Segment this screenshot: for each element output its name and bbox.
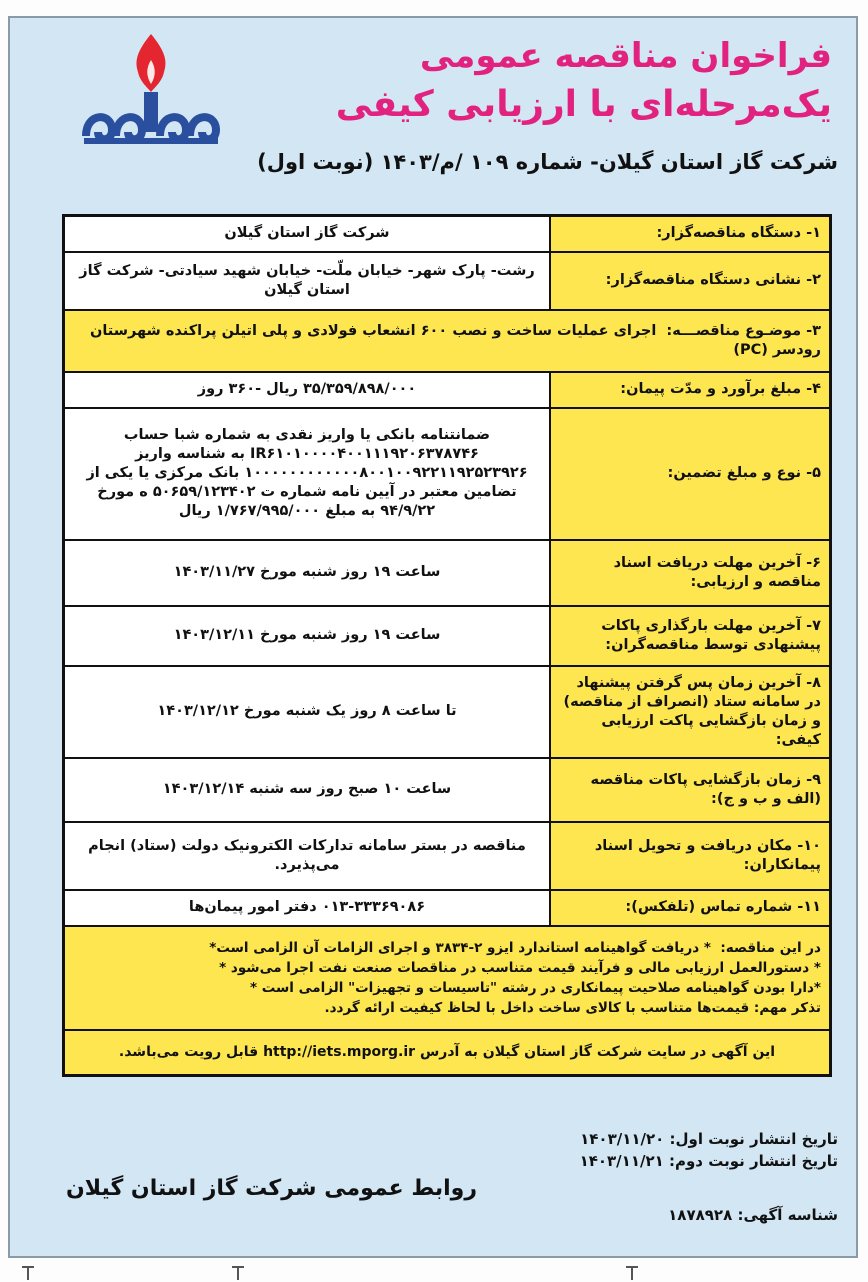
row-label: ۱- دستگاه مناقصه‌گزار: (550, 216, 831, 252)
row-value: تا ساعت ۸ روز یک شنبه مورخ ۱۴۰۳/۱۲/۱۲ (64, 666, 551, 758)
row-value: شرکت گاز استان گیلان (64, 216, 551, 252)
notice-subtitle: یک‌مرحله‌ای با ارزیابی کیفی (335, 84, 832, 125)
row-value: ساعت ۱۹ روز شنبه مورخ ۱۴۰۳/۱۲/۱۱ (64, 606, 551, 666)
publish-date-first: تاریخ انتشار نوبت اول: ۱۴۰۳/۱۱/۲۰ (580, 1130, 838, 1148)
subject-label: ۳- موضـوع مناقصـــه: (666, 322, 821, 339)
row-label: ۸- آخرین زمان پس گرفتن پیشنهاد در سامانه ستاد (انصراف از مناقصه) و زمان بازگشایی پاکت ارزیابی کیفی: (550, 666, 831, 758)
row-label: ۵- نوع و مبلغ تضمین: (550, 408, 831, 540)
row-value: ضمانتنامه بانکی یا واریز نقدی به شماره شبا حساب IR۶۱۰۱۰۰۰۰۴۰۰۱۱۱۹۲۰۶۳۷۸۷۴۶ به شناسه واریز ۱۰۰۰۰۰۰۰۰۰۰۰۰۸۰۰۱۰۰۹۲۲۱۱۹۲۵۲۳۹۲۶ بانک مرکزی یا یکی از تضامین معتبر در آیین نامه شماره ت ۵۰۶۵۹/۱۲۳۴۰۲ ه مورخ ۹۴/۹/۲۲ به مبلغ ۱/۷۶۷/۹۹۵/۰۰۰ ریال (64, 408, 551, 540)
row-value: ساعت ۱۹ روز شنبه مورخ ۱۴۰۳/۱۱/۲۷ (64, 540, 551, 606)
tender-number: شرکت گاز استان گیلان- شماره ۱۰۹ /م/۱۴۰۳ (نوبت اول) (257, 150, 838, 174)
notes-cell (64, 926, 831, 1030)
row-label: ۷- آخرین مهلت بارگذاری پاکات پیشنهادی توسط مناقصه‌گران: (550, 606, 831, 666)
website-text-end: قابل رویت می‌باشد. (118, 1043, 259, 1060)
notes-line: * دریافت گواهینامه استاندارد ایزو ۲-۳۸۳۴ و اجرای الزامات آن الزامی است* (209, 939, 711, 956)
ad-id: شناسه آگهی: ۱۸۷۸۹۲۸ (668, 1206, 838, 1224)
notes-line: * دستورالعمل ارزیابی مالی و فرآیند قیمت متناسب در مناقصات صنعت نفت اجرا می‌شود * (219, 959, 821, 976)
tender-details-table (62, 214, 832, 1077)
notice-title: فراخوان مناقصه عمومی (419, 36, 832, 76)
row-label: ۲- نشانی دستگاه مناقصه‌گزار: (550, 252, 831, 310)
publish-date-second: تاریخ انتشار نوبت دوم: ۱۴۰۳/۱۱/۲۱ (579, 1152, 838, 1170)
nigc-logo-icon (76, 26, 226, 156)
row-label: ۱۱- شماره تماس (تلفکس): (550, 890, 831, 926)
row-label: ۱۰- مکان دریافت و تحویل اسناد پیمانکاران: (550, 822, 831, 890)
website-link[interactable]: http://iets.mporg.ir (263, 1043, 416, 1060)
row-label: ۴- مبلغ برآورد و مدّت پیمان: (550, 372, 831, 408)
public-relations-signature: روابط عمومی شرکت گاز استان گیلان (66, 1176, 478, 1201)
notes-line: تذکر مهم: قیمت‌ها متناسب با کالای ساخت داخل با لحاظ کیفیت ارائه گردد. (324, 999, 821, 1016)
row-label: ۶- آخرین مهلت دریافت اسناد مناقصه و ارزیابی: (550, 540, 831, 606)
subject-row (64, 310, 831, 372)
row-value: ۰۱۳-۳۳۳۶۹۰۸۶ دفتر امور پیمان‌ها (64, 890, 551, 926)
website-text: این آگهی در سایت شرکت گاز استان گیلان به آدرس (419, 1043, 776, 1060)
row-value: رشت- پارک شهر- خیابان ملّت- خیابان شهید سیادتی- شرکت گاز استان گیلان (64, 252, 551, 310)
notes-line: *دارا بودن گواهینامه صلاحیت پیمانکاری در رشته "تاسیسات و تجهیزات" الزامی است * (249, 979, 821, 996)
row-value: مناقصه در بستر سامانه تدارکات الکترونیک دولت (ستاد) انجام می‌پذیرد. (64, 822, 551, 890)
notes-label: در این مناقصه: (720, 939, 821, 956)
row-value: ۳۵/۳۵۹/۸۹۸/۰۰۰ ریال -۳۶۰ روز (64, 372, 551, 408)
publish-dates (580, 1128, 838, 1172)
website-cell (64, 1030, 831, 1076)
row-value: ساعت ۱۰ صبح روز سه شنبه ۱۴۰۳/۱۲/۱۴ (64, 758, 551, 822)
subject-value: اجرای عملیات ساخت و نصب ۶۰۰ انشعاب فولادی و پلی اتیلن پراکنده شهرستان رودسر (PC) (89, 322, 821, 358)
row-label: ۹- زمان بازگشایی پاکات مناقصه (الف و ب و ج): (550, 758, 831, 822)
